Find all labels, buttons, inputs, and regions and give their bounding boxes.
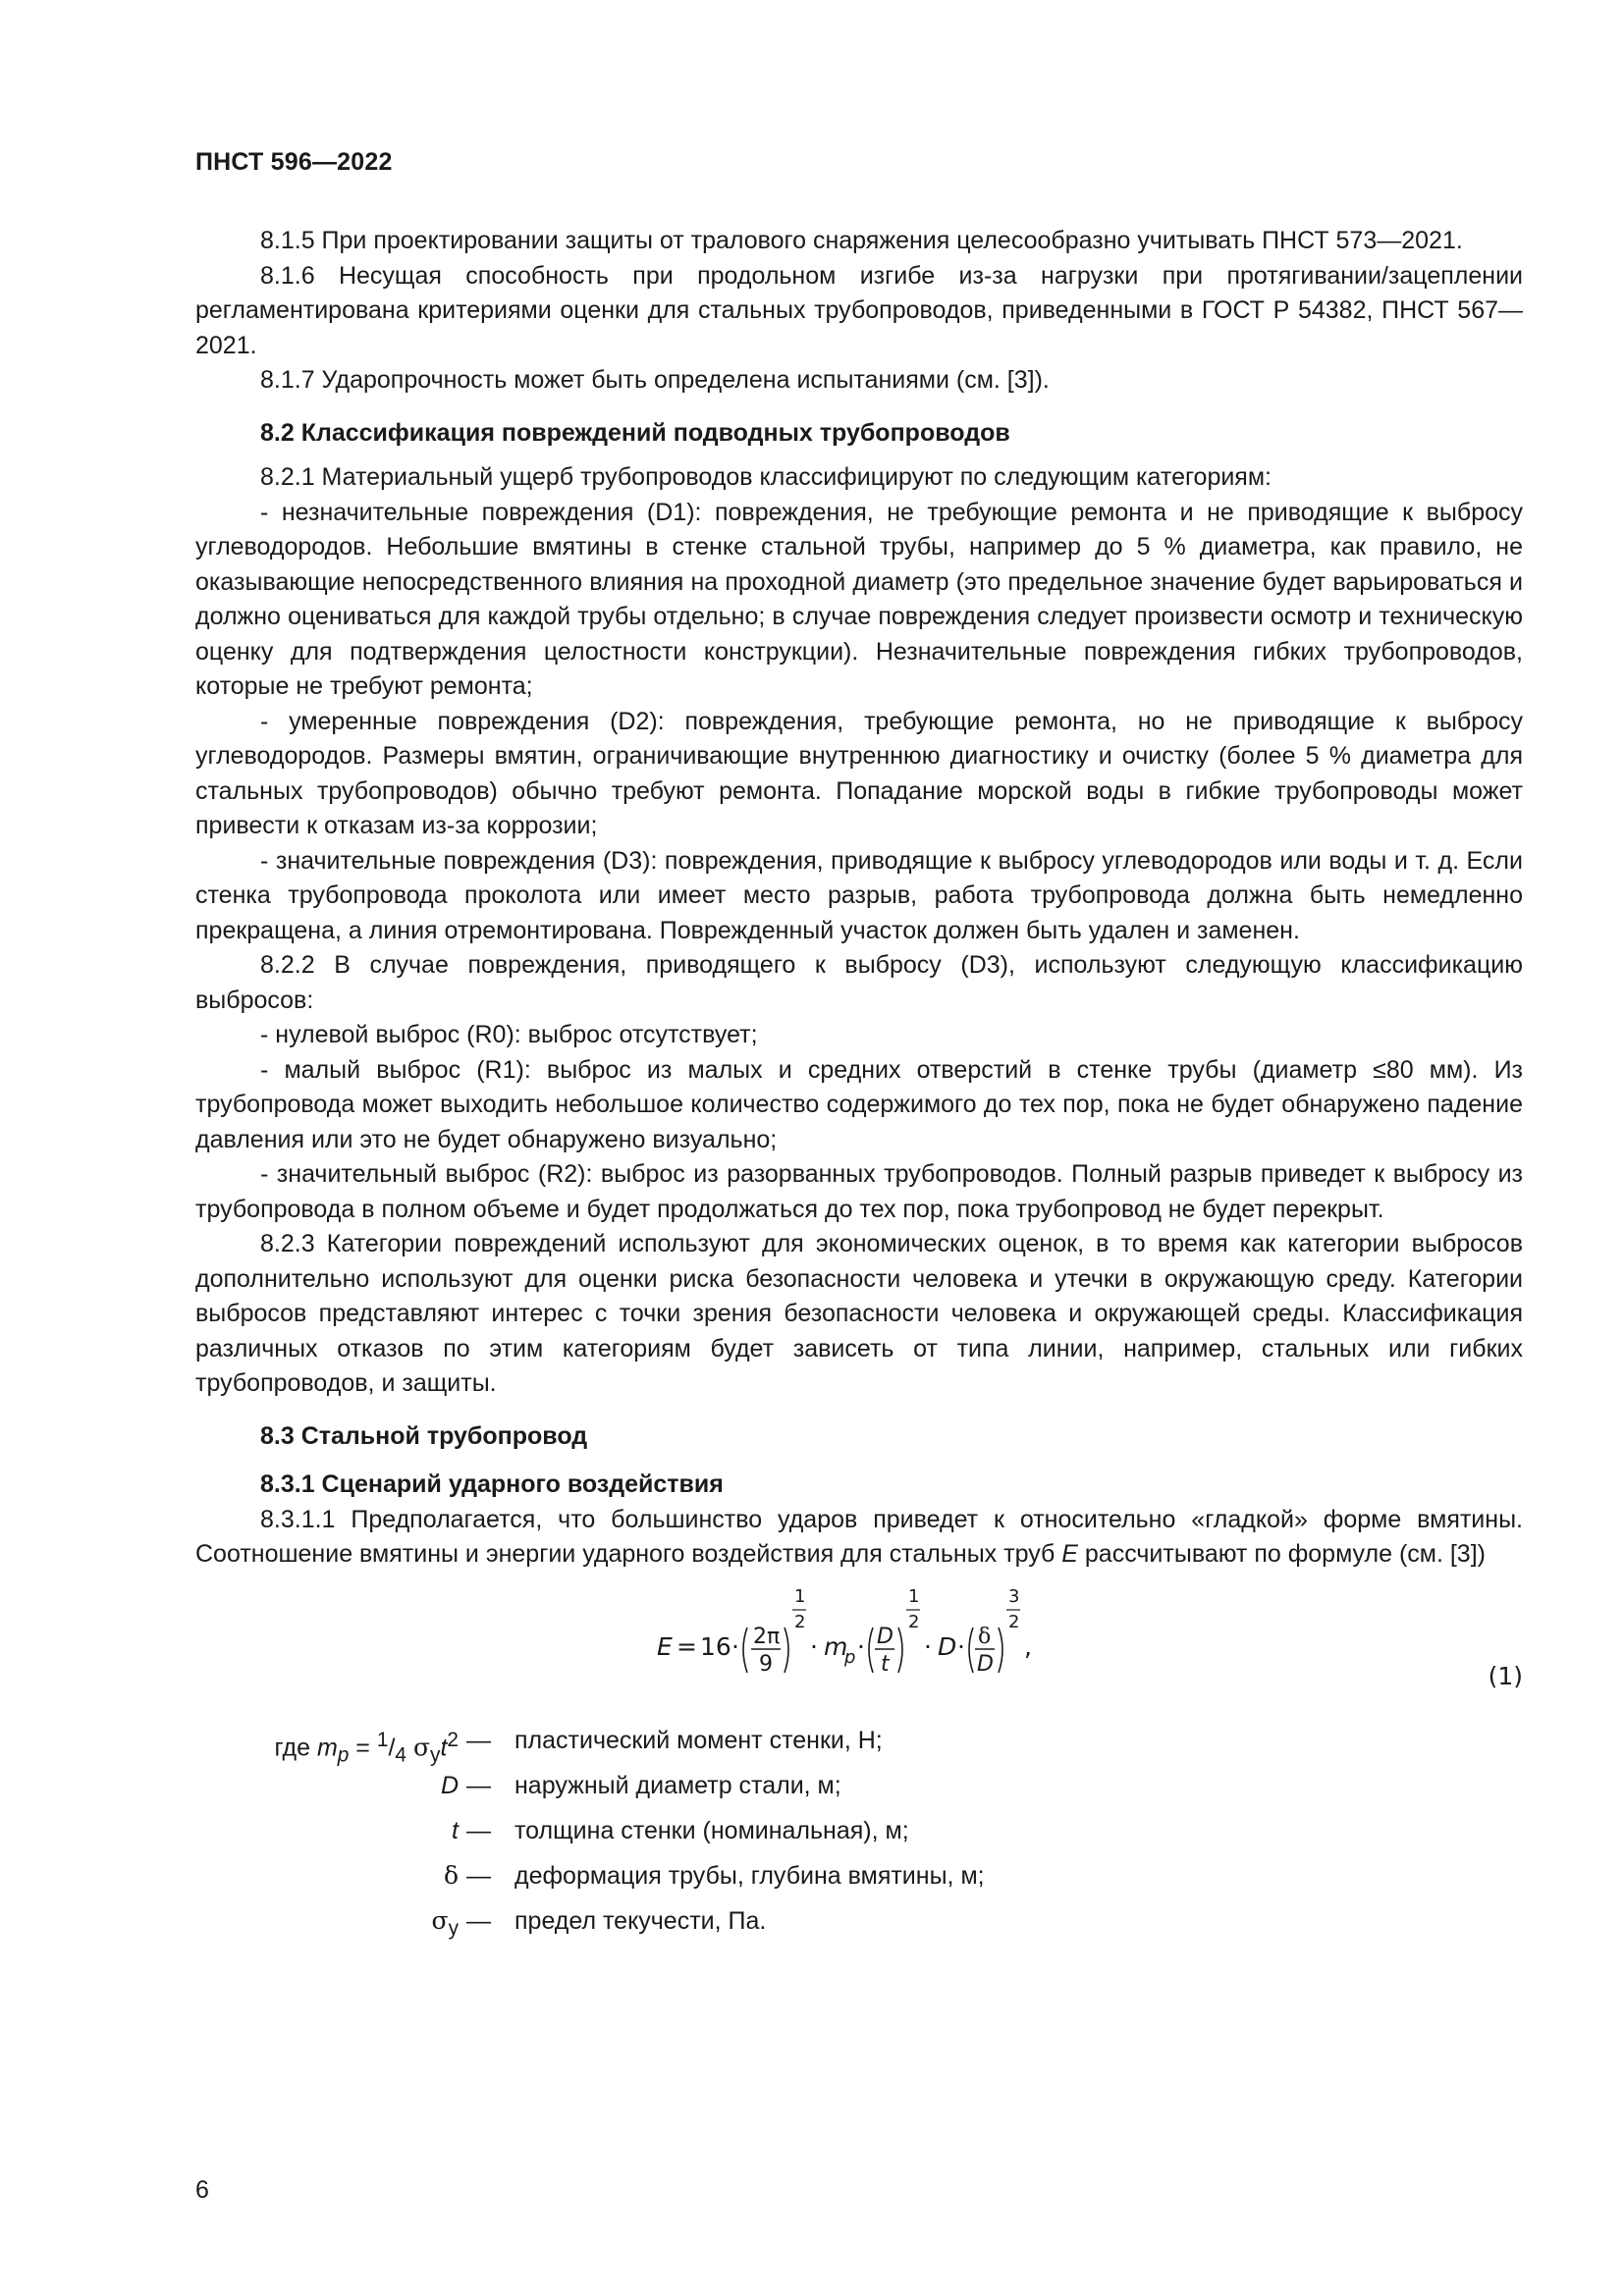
list-item-d2: - умеренные повреждения (D2): повреждения, требующие ремонта, но не приводящие к выбросу углеводородов. Размеры вмятин, ограничивающие внутреннюю диагностику и очистку (более 5 % диаметра для стальных трубопроводов) обычно требуют ремонта. Попадание морской воды в гибкие трубопроводы может привести к отказам из-за коррозии; — [195, 707, 1523, 839]
variable-desc-mp: пластический момент стенки, Н; — [514, 1726, 883, 1754]
variable-dash: — — [466, 1726, 491, 1754]
paren-left-3 — [969, 1628, 973, 1673]
page-number: 6 — [195, 2176, 209, 2204]
variable-symbol-mp: где $m_p = ^1/_4$ $\sigma_yt^2$ — [274, 1728, 459, 1766]
frac2-num: D — [877, 1624, 893, 1649]
exp3-den: 2 — [1008, 1611, 1020, 1632]
variable-symbol-sigma: $\sigma_y$ — [431, 1905, 459, 1940]
formula-dot-4: · — [924, 1631, 932, 1661]
paragraph-8-2-3: 8.2.3 Категории повреждений используют для экономических оценок, в то время как категории выбросов дополнительно используют для оценки риска безопасности человека и утечки в окружающую среду. Категории выбросов представляют интерес с точки зрения безопасности человека и окружающей среды. Классификация различных отказов по этим категориям будет зависеть от типа линии, например, стальных или гибких трубопроводов, и защиты. — [195, 1230, 1523, 1397]
list-item-r2: - значительный выброс (R2): выброс из разорванных трубопроводов. Полный разрыв приведет к выбросу из трубопровода в полном объеме и будет продолжаться до тех пор, пока трубопровод не будет перекрыт. — [195, 1160, 1523, 1223]
document-body — [195, 224, 1523, 1944]
variable-desc-sigma: предел текучести, Па. — [514, 1906, 767, 1935]
equation-number: (1) — [1488, 1661, 1523, 1690]
formula-dot-1: · — [731, 1631, 739, 1661]
formula-tail: , — [1024, 1631, 1032, 1661]
paragraph-8-3-1-1-end: рассчитывают по формуле (см. [3]) — [1077, 1540, 1486, 1568]
paren-left-1 — [743, 1628, 747, 1673]
list-item-r1: - малый выброс (R1): выброс из малых и средних отверстий в стенке трубы (диаметр ≤80 мм). Из трубопровода может выходить небольшое количество содержимого до тех пор, пока не будет обнаружено падение давления или это не будет обнаружено визуально; — [195, 1055, 1523, 1153]
variable-row-mp — [195, 1718, 1523, 1766]
frac1-den: 9 — [759, 1651, 773, 1677]
exp2-num: 1 — [908, 1585, 920, 1607]
variable-definitions — [195, 1718, 1523, 1944]
frac3-den: D — [977, 1651, 994, 1677]
paragraph-8-2-1: 8.2.1 Материальный ущерб трубопроводов классифицируют по следующим категориям: — [260, 463, 1272, 491]
section-heading-8-2: 8.2 Классификация повреждений подводных трубопроводов — [260, 418, 1010, 447]
paragraph-8-1-6: 8.1.6 Несущая способность при продольном изгибе из-за нагрузки при протягивании/зацеплении регламентирована критериями оценки для стальных трубопроводов, приведенными в ГОСТ Р 54382, ПНСТ 567—2021. — [195, 261, 1523, 359]
formula-mid-d: D — [938, 1631, 957, 1661]
formula-dot-2: · — [810, 1631, 818, 1661]
formula-mp: m — [824, 1631, 848, 1661]
variable-dash: — — [466, 1861, 491, 1890]
variable-dash: — — [466, 1771, 491, 1799]
exp1-den: 2 — [794, 1611, 806, 1632]
paren-right-2 — [898, 1628, 902, 1673]
paren-right-1 — [785, 1628, 788, 1673]
variable-row-sigma — [195, 1898, 1523, 1944]
variable-symbol-t: t — [452, 1816, 459, 1844]
variable-symbol-delta: δ — [443, 1860, 459, 1890]
list-item-r0: - нулевой выброс (R0): выброс отсутствует; — [260, 1021, 758, 1048]
formula-lhs: E — [657, 1631, 673, 1661]
variable-desc-d: наружный диаметр стали, м; — [514, 1771, 841, 1799]
variable-dash: — — [466, 1816, 491, 1844]
exp3-num: 3 — [1008, 1585, 1020, 1607]
exp2-den: 2 — [908, 1611, 920, 1632]
formula-mp-sub: p — [844, 1646, 856, 1668]
paragraph-8-2-2: 8.2.2 В случае повреждения, приводящего к выбросу (D3), используют следующую классификацию выбросов: — [195, 951, 1523, 1014]
variable-row-delta — [195, 1853, 1523, 1898]
frac1-num: 2π — [753, 1624, 781, 1649]
formula-eq: = — [677, 1631, 697, 1661]
formula-1 — [195, 1580, 1523, 1696]
frac2-den: t — [881, 1651, 890, 1677]
variable-desc-t: толщина стенки (номинальная), м; — [514, 1816, 909, 1844]
frac3-num: δ — [978, 1624, 992, 1649]
paragraph-8-1-5: 8.1.5 При проектировании защиты от тралового снаряжения целесообразно учитывать ПНСТ 573—2021. — [260, 227, 1463, 254]
paragraph-8-1-7: 8.1.7 Ударопрочность может быть определена испытаниями (см. [3]). — [260, 366, 1050, 394]
formula-dot-5: · — [957, 1631, 965, 1661]
variable-row-d — [195, 1763, 1523, 1808]
variable-dash: — — [466, 1906, 491, 1935]
variable-symbol-d: D — [440, 1771, 459, 1799]
section-heading-8-3-1: 8.3.1 Сценарий ударного воздействия — [260, 1470, 724, 1498]
where-intro: где — [274, 1733, 310, 1761]
exp1-num: 1 — [794, 1585, 806, 1607]
energy-symbol: E — [1061, 1540, 1078, 1568]
document-header: ПНСТ 596—2022 — [195, 148, 393, 176]
formula-dot-3: · — [857, 1631, 865, 1661]
paren-right-3 — [999, 1628, 1002, 1673]
variable-row-t — [195, 1808, 1523, 1853]
paren-left-2 — [869, 1628, 873, 1673]
formula-coef: 16 — [700, 1631, 731, 1661]
paragraph-8-3-1-1-start: 8.3.1.1 Предполагается, что большинство ударов приведет к относительно «гладкой» форме вмятины. Соотношение вмятины и энергии ударного воздействия для стальных труб — [195, 1505, 1523, 1568]
variable-desc-delta: деформация трубы, глубина вмятины, м; — [514, 1861, 985, 1890]
list-item-d3: - значительные повреждения (D3): повреждения, приводящие к выбросу углеводородов или воды и т. д. Если стенка трубопровода проколота или имеет место разрыв, работа трубопровода должна быть немедленно прекращена, а линия отремонтирована. Поврежденный участок должен быть удален и заменен. — [195, 846, 1523, 944]
section-heading-8-3: 8.3 Стальной трубопровод — [260, 1421, 588, 1450]
formula-svg — [657, 1580, 1069, 1696]
list-item-d1: - незначительные повреждения (D1): повреждения, не требующие ремонта и не приводящие к выбросу углеводородов. Небольшие вмятины в стенке стальной трубы, например до 5 % диаметра, как правило, не оказывающие непосредственного влияния на проходной диаметр (это предельное значение будет варьироваться и должно оцениваться для каждой трубы отдельно; в случае повреждения следует произвести осмотр и техническую оценку для подтверждения целостности конструкции). Незначительные повреждения гибких трубопроводов, которые не требуют ремонта; — [195, 498, 1523, 700]
paragraph-8-3-1-1 — [195, 1503, 1523, 1573]
